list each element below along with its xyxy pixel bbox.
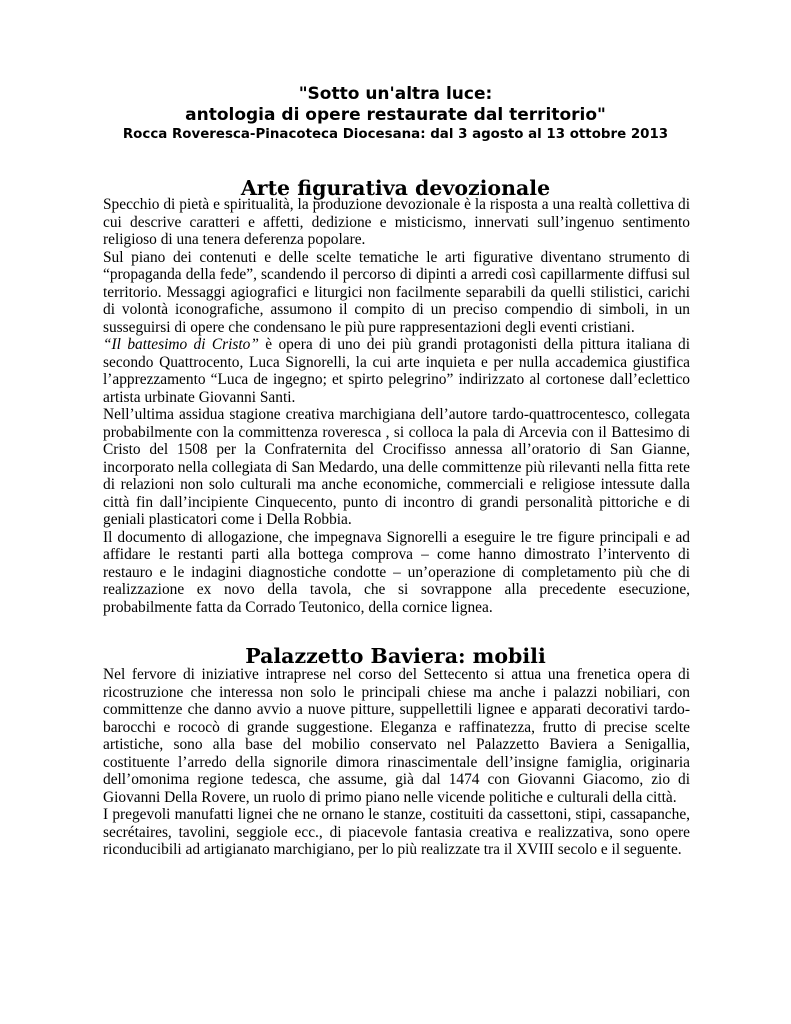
artwork-title: “Il battesimo di Cristo” bbox=[103, 336, 259, 353]
paragraph: Il documento di allogazione, che impegnava Signorelli a eseguire le tre figure principali e ad affidare le restanti parti alla bottega comprova – come hanno dimostrato l’intervento di restauro e le indagini diagnostiche condotte – un’operazione di completamento più che di realizzazione ex novo della tavola, che si sovrappone alla precedente esecuzione, probabilmente fatta da Corrado Teutonico, della cornice lignea. bbox=[103, 528, 690, 616]
paragraph bbox=[103, 336, 690, 406]
document-header bbox=[0, 84, 791, 143]
exhibition-title-line1: "Sotto un'altra luce: bbox=[298, 84, 493, 104]
paragraph: Sul piano dei contenuti e delle scelte tematiche le arti figurative diventano strumento di “propaganda della fede”, scandendo il percorso di dipinti a arredi così capillarmente diffusi sul territorio. Messaggi agiografici e liturgici non facilmente separabili da quelli stilistici, carichi di volontà iconografiche, assumono il compito di un preciso compendio di simboli, in un susseguirsi di opere che condensano le più pure rappresentazioni degli eventi cristiani. bbox=[103, 248, 690, 336]
paragraph: I pregevoli manufatti lignei che ne ornano le stanze, costituiti da cassettoni, stipi, cassapanche, secrétaires, tavolini, seggiole ecc., di piacevole fantasia creativa e realizzativa, sono opere riconducibili ad artigianato marchigiano, per lo più realizzate tra il XVIII secolo e il seguente. bbox=[103, 806, 690, 858]
section-body-arte-figurativa bbox=[103, 196, 690, 616]
exhibition-title-line2: antologia di opere restaurate dal territorio" bbox=[185, 105, 606, 125]
paragraph: Nell’ultima assidua stagione creativa marchigiana dell’autore tardo-quattrocentesco, collegata probabilmente con la committenza roveresca , si colloca la pala di Arcevia con il Battesimo di Cristo del 1508 per la Confraternita del Crocifisso annessa all’oratorio di San Gianne, incorporato nella collegiata di San Medardo, una delle committenze più rilevanti nella fitta rete di relazioni non solo culturali ma anche economiche, commerciali e religiose intessute dalla città fin dall’incipiente Cinquecento, punto di incontro di grandi personalità pittoriche e di geniali plasticatori come i Della Robbia. bbox=[103, 406, 690, 528]
paragraph: Nel fervore di iniziative intraprese nel corso del Settecento si attua una frenetica opera di ricostruzione che interessa non solo le principali chiese ma anche i palazzi nobiliari, con committenze che danno avvio a nuove pitture, suppellettili lignee e apparati decorativi tardo-barocchi e rococò di grande suggestione. Eleganza e raffinatezza, frutto di precise scelte artistiche, sono alla base del mobilio conservato nel Palazzetto Baviera a Senigallia, costituente l’arredo della signorile dimora rinascimentale dell’insigne famiglia, originaria dell’omonima regione tedesca, che assume, già dal 1474 con Giovanni Giacomo, zio di Giovanni Della Rovere, un ruolo di primo piano nelle vicende politiche e culturali della città. bbox=[103, 666, 690, 806]
exhibition-venue-dates: Rocca Roveresca-Pinacoteca Diocesana: dal 3 agosto al 13 ottobre 2013 bbox=[122, 127, 669, 142]
paragraph: Specchio di pietà e spiritualità, la produzione devozionale è la risposta a una realtà collettiva di cui descrive caratteri e affetti, dedizione e misticismo, innervati sull’ingenuo sentimento religioso di una tenera deferenza popolare. bbox=[103, 196, 690, 248]
section-title-arte-figurativa: Arte figurativa devozionale bbox=[240, 176, 551, 200]
section-title-palazzetto-baviera: Palazzetto Baviera: mobili bbox=[245, 644, 546, 668]
paragraph-text: è opera di uno dei più grandi protagonisti della pittura italiana di secondo Quattrocento, Luca Signorelli, la cui arte inquieta e per nulla accademica giustifica l’apprezzamento “Luca de ingegno; et spirto pelegrino” indirizzato al cortonese dall’eclettico artista urbinate Giovanni Santi. bbox=[103, 336, 690, 406]
section-body-palazzetto-baviera bbox=[103, 666, 690, 859]
